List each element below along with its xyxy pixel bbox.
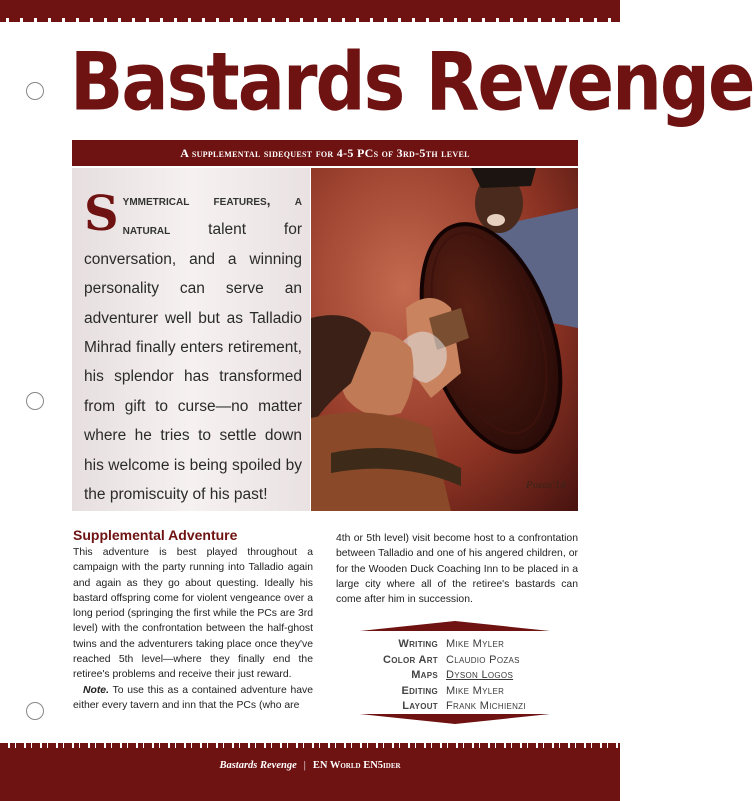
credits-ornament-top	[360, 621, 550, 631]
body-column-left	[73, 545, 313, 713]
credit-row	[360, 653, 560, 669]
artist-signature: Pozas'14	[526, 479, 566, 491]
cover-illustration	[311, 168, 578, 511]
credit-row	[360, 668, 560, 684]
credit-name: Mike Myler	[446, 684, 505, 697]
footer-title: Bastards Revenge	[219, 760, 297, 771]
top-border-torn-edge	[0, 18, 620, 22]
footer-separator: |	[303, 760, 306, 771]
binder-hole-middle	[26, 392, 44, 410]
body-paragraph-2-text: To use this as a contained adventure have either every tavern and inn that the PCs (who are	[73, 684, 313, 711]
body-column-right	[336, 531, 578, 607]
intro-text: talent for conversation, and a winning personality can serve an adventurer well but as Talladio Mihrad finally enters retirement, his splendor has transformed from gift to curse—no matter where he tries to settle down his welcome is being spoiled by the promiscuity of his past!	[84, 221, 303, 504]
body-paragraph-2-continued: 4th or 5th level) visit become host to a confrontation between Talladio and one of his angered children, or for the Wooden Duck Coaching Inn to be placed in a large city where all of the retiree's bastards can come after him in succession.	[336, 533, 578, 606]
credits-ornament-bottom	[360, 714, 550, 724]
credit-role: Maps	[411, 669, 438, 681]
credit-row	[360, 637, 560, 653]
credit-role: Color Art	[382, 653, 438, 666]
credit-name-link[interactable]: Dyson Logos	[446, 669, 514, 681]
credit-role: Writing	[398, 638, 438, 650]
drop-cap: S	[84, 186, 119, 242]
subtitle-banner: A supplemental sidequest for 4-5 PCs of 3rd-5th level	[72, 140, 578, 166]
binder-hole-bottom	[26, 702, 44, 720]
credit-role: Layout	[402, 700, 438, 712]
credit-role: Editing	[401, 684, 438, 697]
intro-lead-caps: ymmetrical features, a natural	[122, 192, 302, 238]
body-paragraph-1: This adventure is best played throughout a campaign with the party running into Talladio again and again as they go about questing. Ideally his bastard offspring come for violent vengeance over a long period (springing the first while the PCs are 3rd level) with the confrontation between the half-ghost twins and the adventurers taking place once they've reached 5th level—where they finally end the retiree's problems and receive their just reward.	[73, 547, 313, 681]
footer-publication: EN World EN5ider	[312, 760, 401, 771]
note-label: Note.	[83, 684, 109, 696]
credit-name: Frank Michienzi	[446, 700, 526, 712]
section-heading: Supplemental Adventure	[73, 527, 238, 543]
body-paragraph-2	[73, 683, 313, 714]
credit-row	[360, 684, 560, 700]
bottom-border-band	[0, 748, 620, 801]
binder-hole-top	[26, 82, 44, 100]
top-border-band	[0, 0, 620, 20]
credit-name: Claudio Pozas	[446, 653, 520, 666]
credit-row	[360, 699, 560, 715]
credits-block	[360, 637, 560, 715]
credit-name: Mike Myler	[446, 638, 505, 650]
adventure-title: Bastards Revenge	[70, 34, 754, 130]
intro-paragraph	[84, 186, 302, 509]
page-footer	[0, 760, 620, 771]
illustration-svg	[311, 168, 578, 511]
